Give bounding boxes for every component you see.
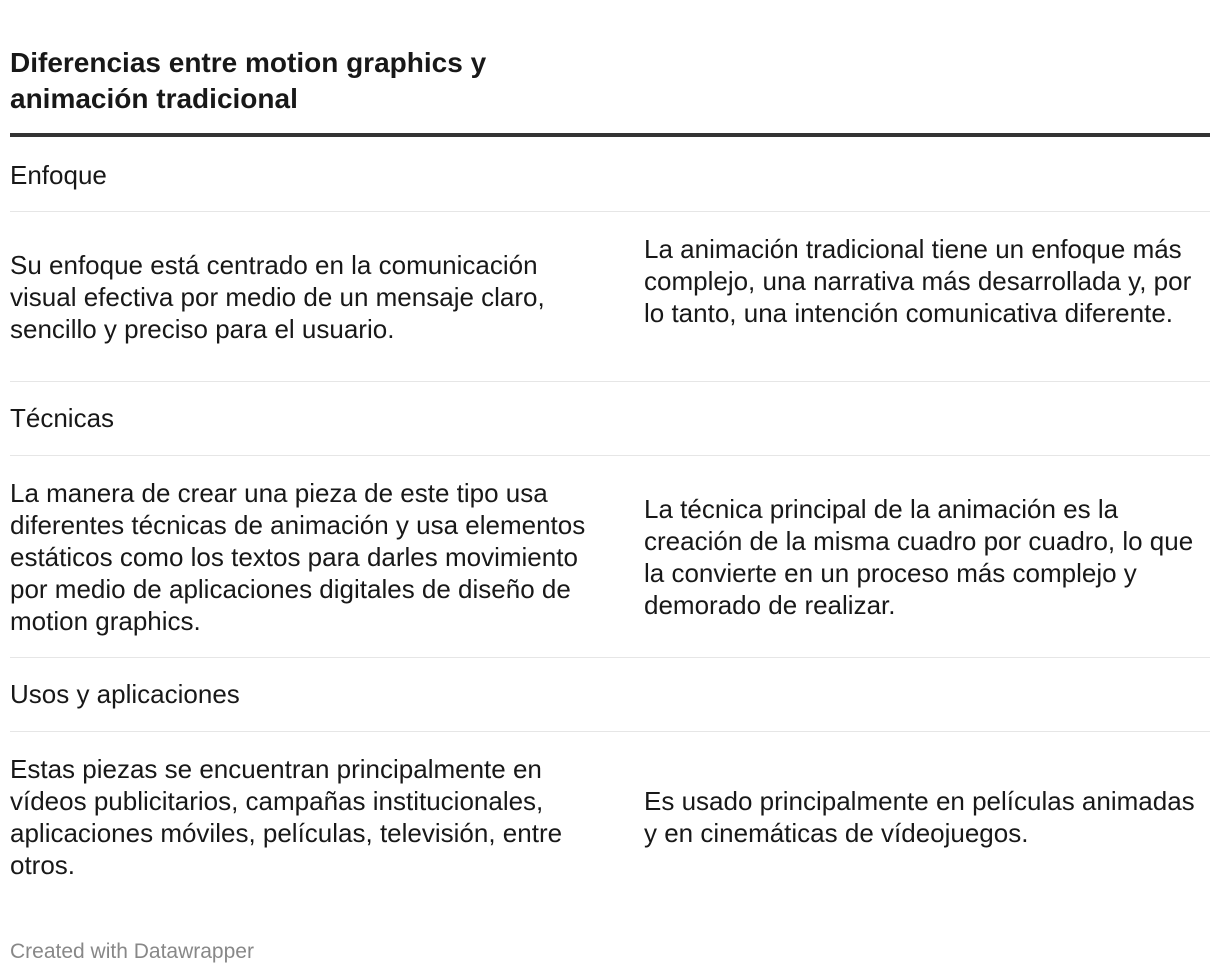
traditional-animation-cell: La animación tradicional tiene un enfoque más complejo, una narrativa más desarrollada y, por lo tanto, una intención comunicativa diferente. xyxy=(644,234,1192,328)
category-row-usos xyxy=(10,658,1210,732)
category-row-enfoque xyxy=(10,137,1210,212)
category-label: Usos y aplicaciones xyxy=(10,679,240,709)
content-row-tecnicas xyxy=(10,456,1210,658)
content-row-usos xyxy=(10,732,1210,904)
traditional-animation-cell: Es usado principalmente en películas animadas y en cinemáticas de vídeojuegos. xyxy=(644,786,1195,848)
table-title: Diferencias entre motion graphics y animación tradicional xyxy=(10,47,487,114)
traditional-animation-cell: La técnica principal de la animación es la creación de la misma cuadro por cuadro, lo que la convierte en un proceso más complejo y demorado de realizar. xyxy=(644,494,1194,620)
category-row-tecnicas xyxy=(10,382,1210,456)
motion-graphics-cell: Estas piezas se encuentran principalmente en vídeos publicitarios, campañas institucionales, aplicaciones móviles, películas, televisión, entre otros. xyxy=(10,754,563,880)
motion-graphics-cell: La manera de crear una pieza de este tipo usa diferentes técnicas de animación y usa elementos estáticos como los textos para darles movimiento por medio de aplicaciones digitales de diseño de motion graphics. xyxy=(10,478,586,636)
motion-graphics-cell: Su enfoque está centrado en la comunicación visual efectiva por medio de un mensaje claro, sencillo y preciso para el usuario. xyxy=(10,250,545,344)
datawrapper-credit: Created with Datawrapper xyxy=(10,940,254,963)
content-row-enfoque xyxy=(10,212,1210,382)
category-label: Técnicas xyxy=(10,403,115,433)
category-label: Enfoque xyxy=(10,160,107,190)
